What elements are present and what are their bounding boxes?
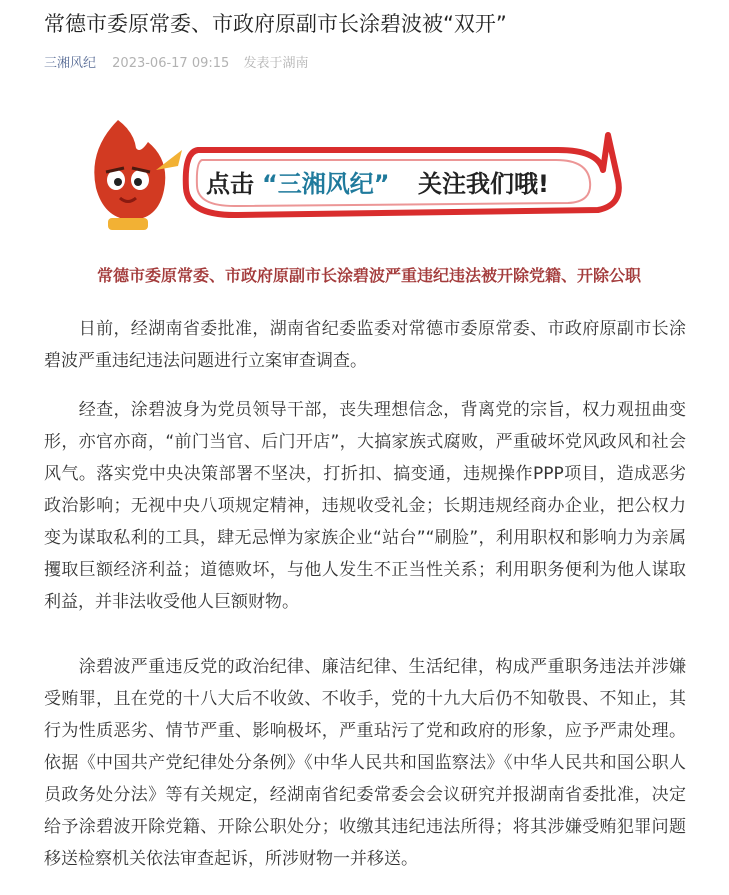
paragraph-1-text: 日前，经湖南省委批准，湖南省纪委监委对常德市委原常委、市政府原副市长涂碧波严重违纪违法问题进行立案审查调查。 [44, 319, 686, 371]
paragraph-3-text: 涂碧波严重违反党的政治纪律、廉洁纪律、生活纪律，构成严重职务违法并涉嫌受贿罪，且在党的十八大后不收敛、不收手，党的十九大后仍不知敬畏、不知止，其行为性质恶劣、情节严重、影响极坏，严重玷污了党和政府的形象，应予严肃处理。依据《中国共产党纪律处分条例》《中华人民共和国监察法》《中华人民共和国公职人员政务处分法》等有关规定，经湖南省纪委常委会会议研究并报湖南省委批准，决定给予涂碧波开除党籍、开除公职处分；收缴其违纪违法所得；将其涉嫌受贿犯罪问题移送检察机关依法审查起诉，所涉财物一并移送。 [44, 657, 686, 869]
paragraph-1 [44, 313, 686, 377]
article-subtitle: 常德市委原常委、市政府原副市长涂碧波严重违纪违法被开除党籍、开除公职 [96, 266, 641, 285]
banner-prefix: 点击 [206, 170, 254, 198]
paragraph-2-text: 经查，涂碧波身为党员领导干部，丧失理想信念，背离党的宗旨，权力观扭曲变形，亦官亦商，“前门当官、后门开店”，大搞家族式腐败，严重破坏党风政风和社会风气。落实党中央决策部署不坚决，打折扣、搞变通，违规操作PPP项目，造成恶劣政治影响；无视中央八项规定精神，违规收受礼金；长期违规经商办企业，把公权力变为谋取私利的工具，肆无忌惮为家族企业“站台”“刷脸”，利用职权和影响力为亲属攫取巨额经济利益；道德败坏，与他人发生不正当性关系；利用职务便利为他人谋取利益，并非法收受他人巨额财物。 [44, 400, 686, 612]
publish-location: 发表于湖南 [243, 56, 309, 71]
paragraph-3 [44, 651, 686, 875]
banner-account-name: “三湘风纪” [262, 170, 390, 198]
mascot-flame-icon [94, 120, 182, 230]
account-name-link[interactable]: 三湘风纪 [44, 56, 97, 71]
follow-banner-graphic [78, 110, 638, 240]
paragraph-2 [44, 394, 686, 618]
publish-time: 2023-06-17 09:15 [112, 56, 230, 71]
follow-banner[interactable] [78, 110, 638, 240]
banner-suffix: 关注我们哦! [418, 170, 549, 198]
article-meta [44, 52, 308, 76]
article-title: 常德市委原常委、市政府原副市长涂碧波被“双开” [44, 12, 507, 36]
